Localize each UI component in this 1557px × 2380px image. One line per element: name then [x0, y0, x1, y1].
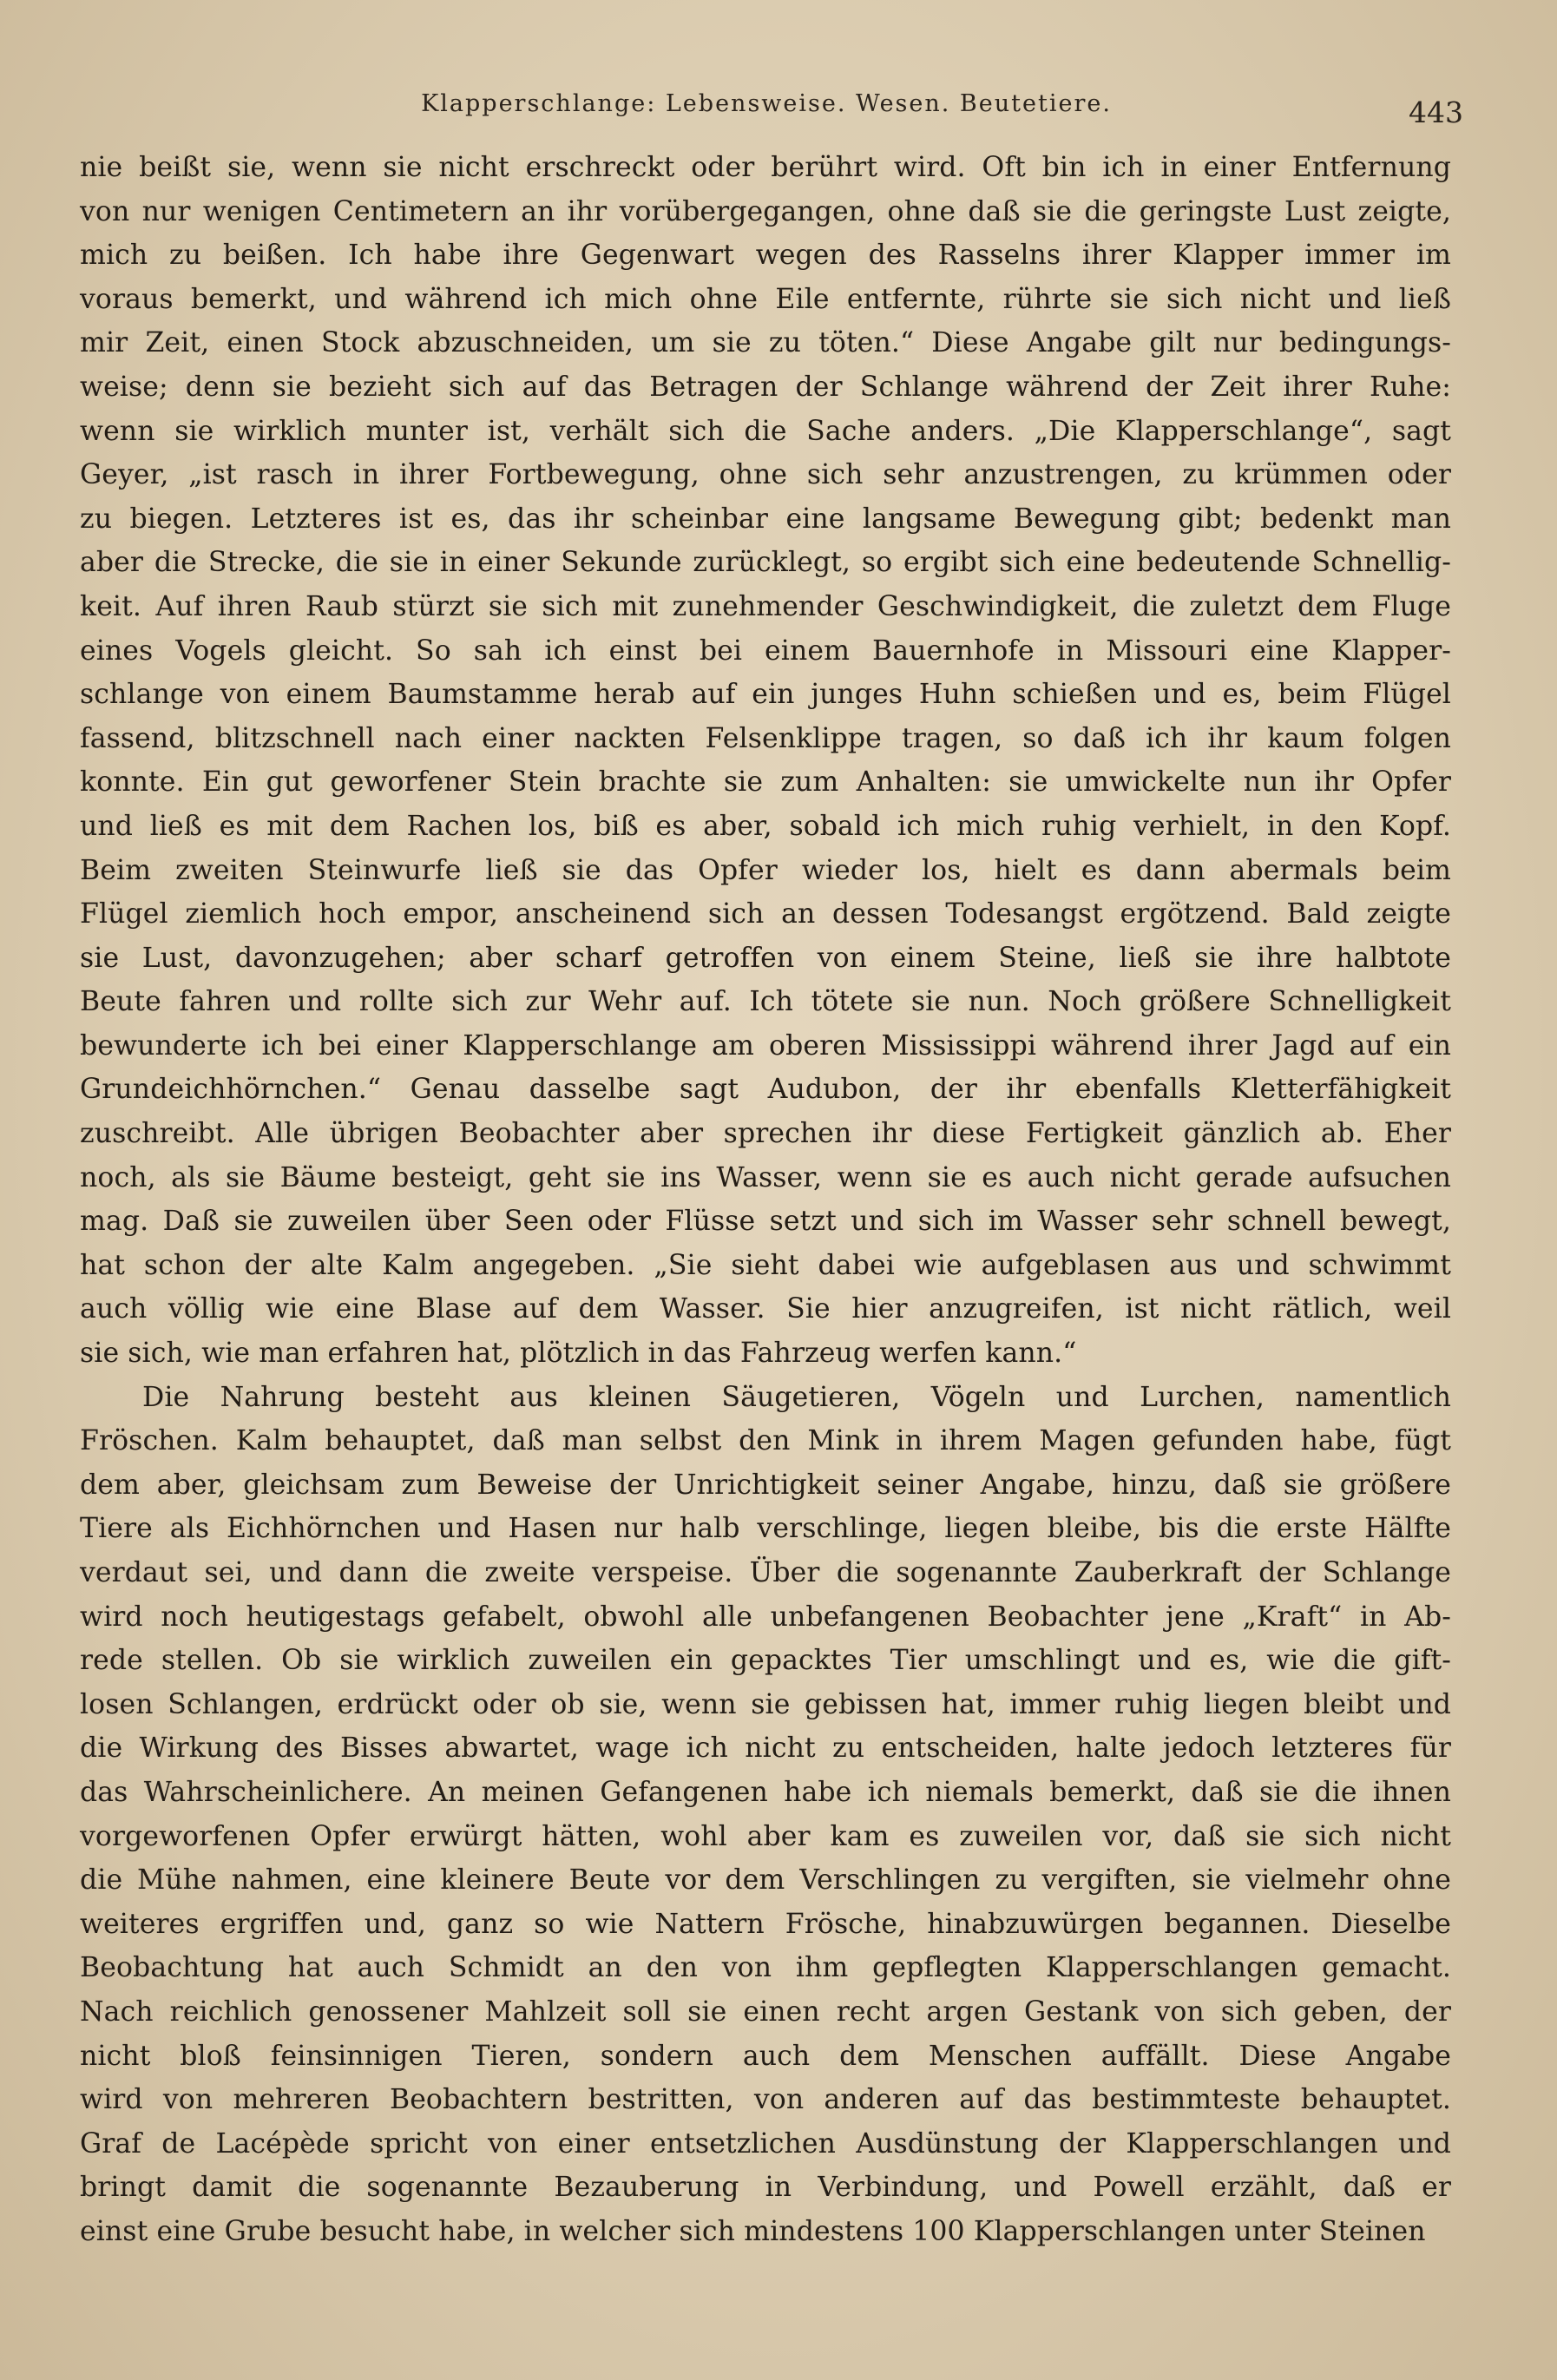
text-line: aber die Strecke, die sie in einer Sekunde zurücklegt, so ergibt sich eine bedeutende Schnellig- [80, 547, 1451, 579]
text-line: Fröschen. Kalm behauptet, daß man selbst den Mink in ihrem Magen gefunden habe, fügt [80, 1425, 1451, 1457]
text-line: vorgeworfenen Opfer erwürgt hätten, wohl aber kam es zuweilen vor, daß sie sich nicht [80, 1820, 1451, 1852]
text-line: sie Lust, davonzugehen; aber scharf getroffen von einem Steine, ließ sie ihre halbtote [80, 942, 1451, 974]
text-line: bewunderte ich bei einer Klapperschlange am oberen Mississippi während ihrer Jagd auf ein [80, 1029, 1451, 1062]
text-line: Grundeichhörnchen.“ Genau dasselbe sagt Audubon, der ihr ebenfalls Kletterfähigkeit [80, 1074, 1451, 1106]
text-line: zuschreibt. Alle übrigen Beobachter aber sprechen ihr diese Fertigkeit gänzlich ab. Eher [80, 1118, 1451, 1150]
text-line: Geyer, „ist rasch in ihrer Fortbewegung, ohne sich sehr anzustrengen, zu krümmen oder [80, 459, 1451, 491]
text-line: von nur wenigen Centimetern an ihr vorübergegangen, ohne daß sie die geringste Lust zeigte, [80, 195, 1451, 227]
text-line: mir Zeit, einen Stock abzuschneiden, um sie zu töten.“ Diese Angabe gilt nur bedingungs- [80, 327, 1451, 359]
text-line: eines Vogels gleicht. So sah ich einst bei einem Bauernhofe in Missouri eine Klapper- [80, 634, 1451, 667]
text-line: nie beißt sie, wenn sie nicht erschreckt oder berührt wird. Oft bin ich in einer Entfernung [80, 152, 1451, 183]
text-line: Beute fahren und rollte sich zur Wehr auf. Ich tötete sie nun. Noch größere Schnelligkeit [80, 986, 1451, 1018]
text-line: Nach reichlich genossener Mahlzeit soll sie einen recht argen Gestank von sich geben, der [80, 1995, 1451, 2028]
text-line: und ließ es mit dem Rachen los, biß es aber, sobald ich mich ruhig verhielt, in den Kopf. [80, 810, 1451, 842]
paragraph-2 [80, 1376, 1451, 2254]
text-line: voraus bemerkt, und während ich mich ohne Eile entfernte, rührte sie sich nicht und ließ [80, 283, 1451, 315]
text-line: losen Schlangen, erdrückt oder ob sie, wenn sie gebissen hat, immer ruhig liegen bleibt und [80, 1688, 1451, 1720]
text-line: auch völlig wie eine Blase auf dem Wasser. Sie hier anzugreifen, ist nicht rätlich, weil [80, 1293, 1451, 1325]
text-line: dem aber, gleichsam zum Beweise der Unrichtigkeit seiner Angabe, hinzu, daß sie größere [80, 1469, 1451, 1501]
text-line: zu biegen. Letzteres ist es, das ihr scheinbar eine langsame Bewegung gibt; bedenkt man [80, 503, 1451, 535]
text-line: bringt damit die sogenannte Bezauberung in Verbindung, und Powell erzählt, daß er [80, 2172, 1451, 2204]
paragraph-1 [80, 146, 1451, 1376]
text-line: verdaut sei, und dann die zweite verspeise. Über die sogenannte Zauberkraft der Schlange [80, 1557, 1451, 1588]
page-number: 443 [1409, 95, 1463, 129]
text-line: hat schon der alte Kalm angegeben. „Sie sieht dabei wie aufgeblasen aus und schwimmt [80, 1249, 1451, 1281]
text-line: weiteres ergriffen und, ganz so wie Nattern Frösche, hinabzuwürgen begannen. Dieselbe [80, 1908, 1451, 1940]
text-line: wird noch heutigestags gefabelt, obwohl alle unbefangenen Beobachter jene „Kraft“ in Ab- [80, 1601, 1451, 1633]
text-line: Beim zweiten Steinwurfe ließ sie das Opfer wieder los, hielt es dann abermals beim [80, 854, 1451, 886]
text-line: schlange von einem Baumstamme herab auf ein junges Huhn schießen und es, beim Flügel [80, 679, 1451, 711]
text-line: rede stellen. Ob sie wirklich zuweilen ein gepacktes Tier umschlingt und es, wie die gift- [80, 1645, 1451, 1677]
text-line: Tiere als Eichhörnchen und Hasen nur halb verschlinge, liegen bleibe, bis die erste Hälfte [80, 1513, 1451, 1545]
text-line: das Wahrscheinlichere. An meinen Gefangenen habe ich niemals bemerkt, daß sie die ihnen [80, 1776, 1451, 1808]
text-line: Graf de Lacépède spricht von einer entsetzlichen Ausdünstung der Klapperschlangen und [80, 2127, 1451, 2160]
text-line: konnte. Ein gut geworfener Stein brachte sie zum Anhalten: sie umwickelte nun ihr Opfer [80, 766, 1451, 799]
text-line: noch, als sie Bäume besteigt, geht sie ins Wasser, wenn sie es auch nicht gerade aufsuchen [80, 1161, 1451, 1193]
text-line: sie sich, wie man erfahren hat, plötzlich in das Fahrzeug werfen kann.“ [80, 1338, 1077, 1370]
text-line: wird von mehreren Beobachtern bestritten, von anderen auf das bestimmteste behauptet. [80, 2084, 1451, 2116]
text-line: nicht bloß feinsinnigen Tieren, sondern auch dem Menschen auffällt. Diese Angabe [80, 2040, 1451, 2072]
text-line: keit. Auf ihren Raub stürzt sie sich mit zunehmender Geschwindigkeit, die zuletzt dem Fluge [80, 590, 1451, 622]
text-line: Beobachtung hat auch Schmidt an den von ihm gepflegten Klapperschlangen gemacht. [80, 1952, 1451, 1984]
text-line: einst eine Grube besucht habe, in welcher sich mindestens 100 Klapperschlangen unter Steinen [80, 2215, 1426, 2247]
text-line: die Wirkung des Bisses abwartet, wage ich nicht zu entscheiden, halte jedoch letzteres für [80, 1732, 1451, 1765]
text-line: mag. Daß sie zuweilen über Seen oder Flüsse setzt und sich im Wasser sehr schnell bewegt, [80, 1206, 1451, 1238]
page-header [76, 87, 1463, 135]
running-head: Klapperschlange: Lebensweise. Wesen. Beutetiere. [421, 90, 1112, 117]
text-line: wenn sie wirklich munter ist, verhält sich die Sache anders. „Die Klapperschlange“, sagt [80, 415, 1451, 447]
body-text [80, 146, 1451, 2254]
text-line: Die Nahrung besteht aus kleinen Säugetieren, Vögeln und Lurchen, namentlich [142, 1381, 1451, 1413]
text-line: weise; denn sie bezieht sich auf das Betragen der Schlange während der Zeit ihrer Ruhe: [80, 371, 1451, 403]
text-line: die Mühe nahmen, eine kleinere Beute vor dem Verschlingen zu vergiften, sie vielmehr ohne [80, 1864, 1451, 1897]
text-line: mich zu beißen. Ich habe ihre Gegenwart wegen des Rasselns ihrer Klapper immer im [80, 240, 1451, 272]
text-line: Flügel ziemlich hoch empor, anscheinend sich an dessen Todesangst ergötzend. Bald zeigte [80, 898, 1451, 930]
text-line: fassend, blitzschnell nach einer nackten Felsenklippe tragen, so daß ich ihr kaum folgen [80, 722, 1451, 754]
